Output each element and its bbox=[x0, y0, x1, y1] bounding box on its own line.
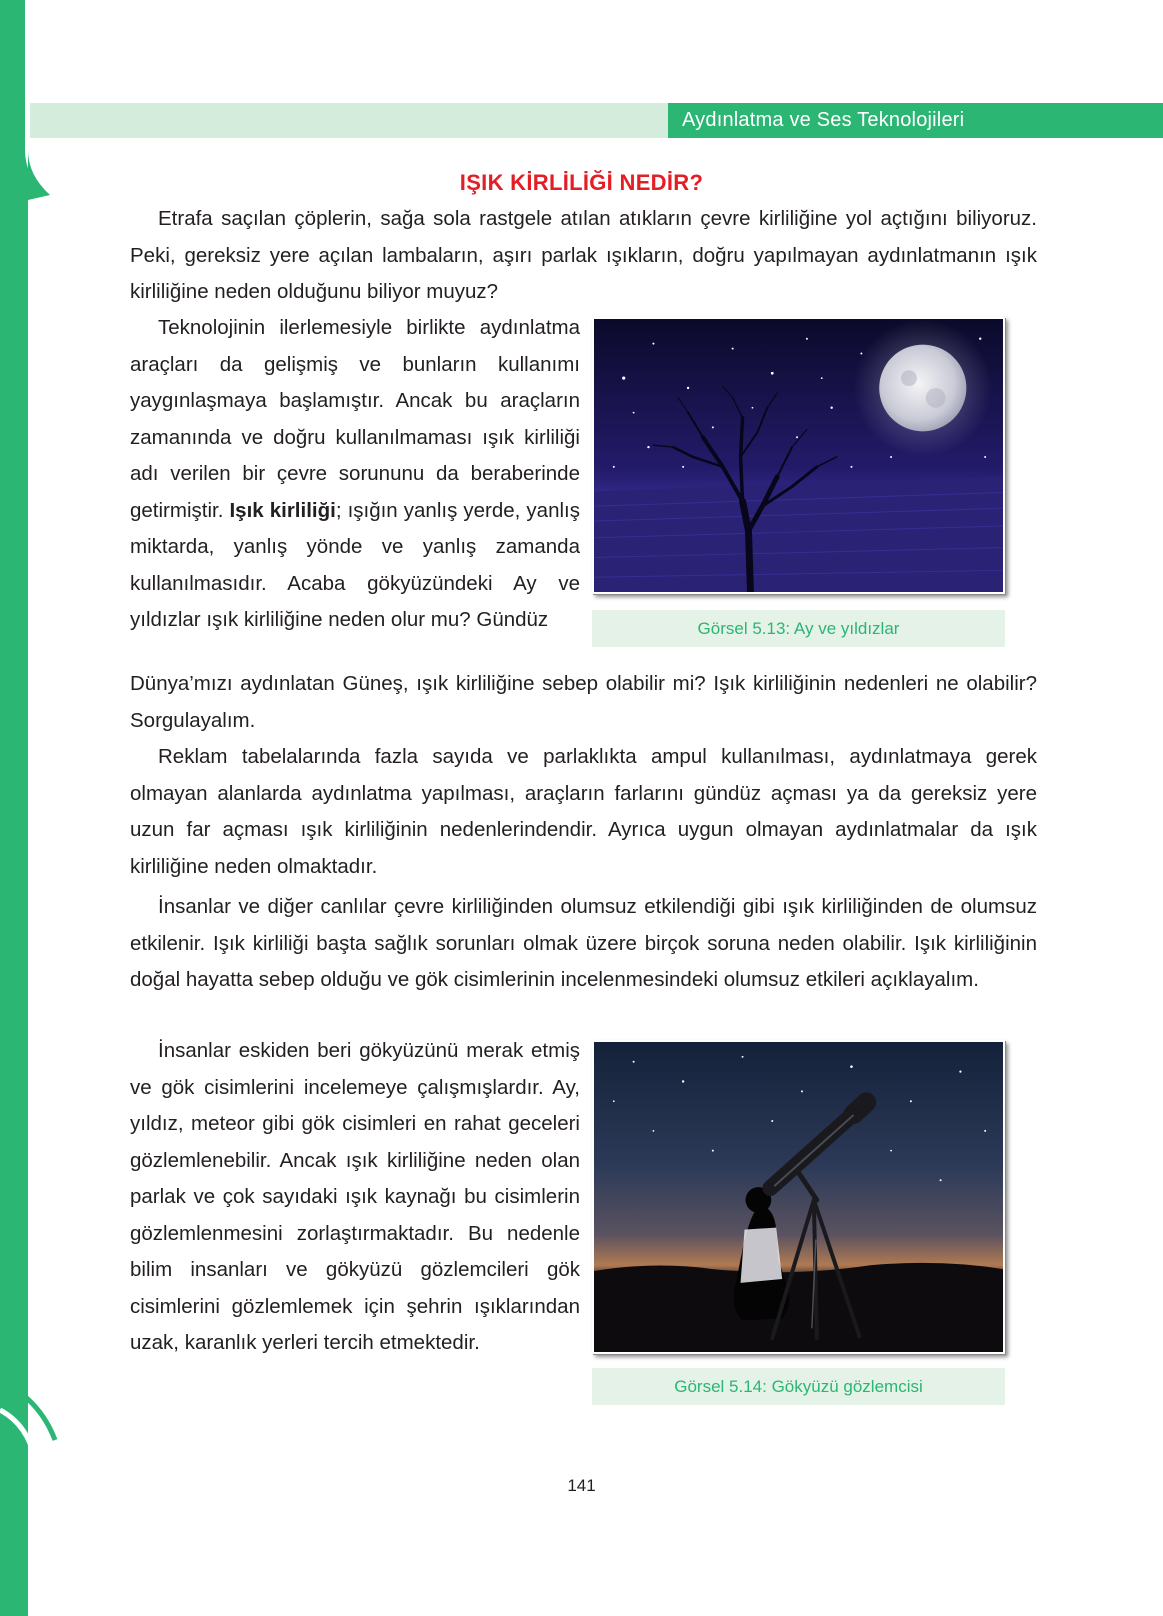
definition-text-2: ; ışığın yanlış yerde, yanlış miktarda, yanlış yönde ve yanlış zamanda kullanılmasıdır. Acaba gökyüzündeki Ay ve yıldızlar ışık kirliliğine neden olur mu? Gündüz bbox=[130, 498, 580, 631]
figure-sky-observer bbox=[592, 1040, 1005, 1406]
moon-stars-image bbox=[592, 317, 1005, 594]
paragraph-observation: İnsanlar eskiden beri gökyüzünü merak etmiş ve gök cisimlerini incelemeye çalışmışlardır. Ay, yıldız, meteor gibi gök cisimleri en rahat geceleri gözlemlenebilir. Ancak ışık kirliliğine neden olan parlak ve çok sayıdaki ışık kaynağı bu cisimlerin gözlemlenmesini zorlaştırmaktadır. Bu nedenle bilim insanları ve gökyüzü gözlemcileri gök cisimlerini gözlemlemek için şehrin ışıklarından uzak, karanlık yerleri tercih etmektedir. bbox=[130, 1039, 580, 1354]
corner-arc-bottom bbox=[0, 1380, 60, 1616]
page-title: IŞIK KİRLİLİĞİ NEDİR? bbox=[459, 170, 704, 195]
left-color-strip bbox=[0, 0, 28, 1616]
paragraph-causes: Reklam tabelalarında fazla sayıda ve parlaklıkta ampul kullanılması, aydınlatmaya gerek olmayan alanlarda aydınlatma yapılması, araçların farlarını gündüz açması ya da gereksiz yere uzun far açması ışık kirliliğinin nedenlerindendir. Ayrıca uygun olmayan aydınlatmalar da ışık kirliliğine neden olmaktadır. bbox=[130, 745, 1037, 878]
paragraph-definition-continued: Dünya’mızı aydınlatan Güneş, ışık kirliliğine sebep olabilir mi? Işık kirliliğinin nedenleri ne olabilir? Sorgulayalım. bbox=[130, 672, 1037, 732]
figure-caption: Görsel 5.13: Ay ve yıldızlar bbox=[592, 610, 1005, 647]
section-title: Aydınlatma ve Ses Teknolojileri bbox=[668, 103, 1163, 138]
paragraph-effects: İnsanlar ve diğer canlılar çevre kirliliğinden olumsuz etkilendiği gibi ışık kirliliğinden de olumsuz etkilenir. Işık kirliliği başta sağlık sorunları olmak üzere birçok soruna neden olabilir. Işık kirliliğinin doğal hayatta sebep olduğu ve gök cisimlerinin incelenmesindeki olumsuz etkileri açıklayalım. bbox=[130, 895, 1037, 991]
definition-text-1: Teknolojinin ilerlemesiyle birlikte aydınlatma araçları da gelişmiş ve bunların kullanımı yaygınlaşmaya başlamıştır. Ancak bu araçların zamanında ve doğru kullanılmaması ışık kirliliği adı verilen bir çevre sorununu da beraberinde getirmiştir. bbox=[130, 316, 580, 522]
paragraph-definition bbox=[130, 310, 580, 639]
figure-caption: Görsel 5.14: Gökyüzü gözlemcisi bbox=[592, 1368, 1005, 1405]
paragraph-intro: Etrafa saçılan çöplerin, sağa sola rastgele atılan atıkların çevre kirliliğine yol açtığını biliyoruz. Peki, gereksiz yere açılan lambaların, aşırı parlak ışıkların, doğru yapılmayan aydınlatmanın ışık kirliliğine neden olduğunu biliyor muyuz? bbox=[130, 207, 1037, 303]
definition-term: Işık kirliliği bbox=[229, 498, 336, 522]
page-number: 141 bbox=[567, 1476, 596, 1495]
sky-observer-image bbox=[592, 1040, 1005, 1354]
figure-moon-stars bbox=[592, 317, 1005, 647]
